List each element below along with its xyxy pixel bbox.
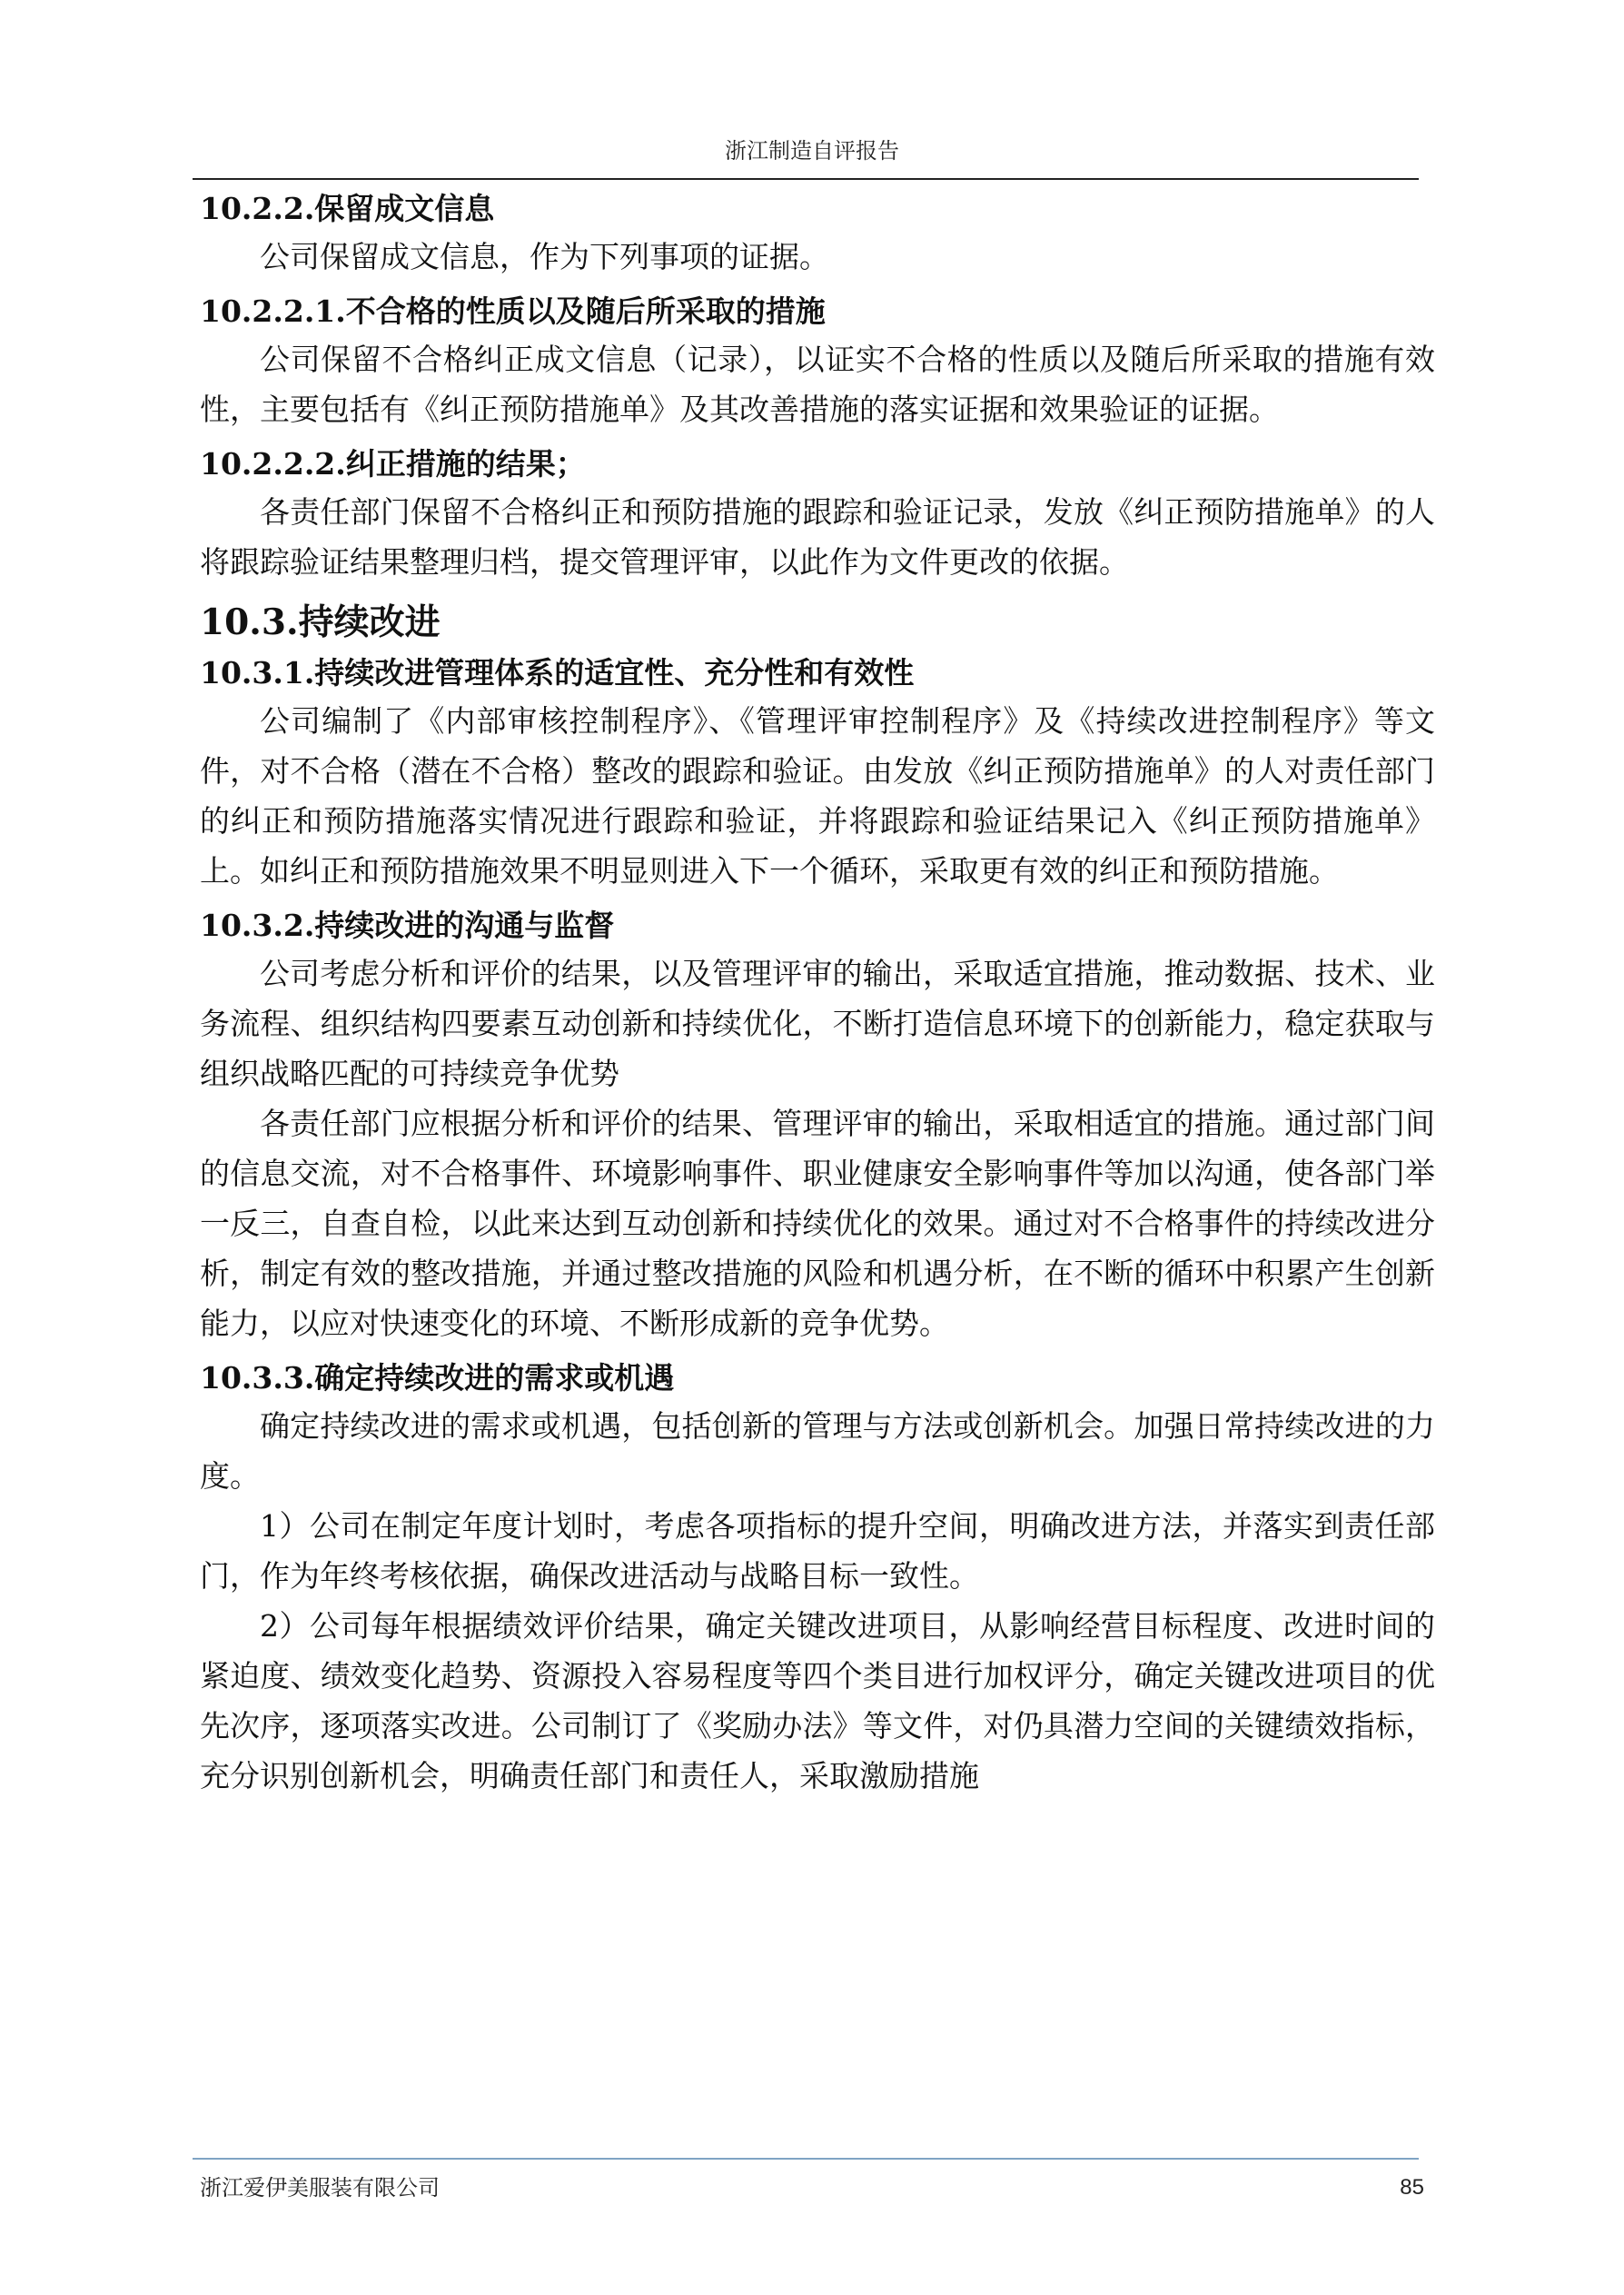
heading-10-2-2: 10.2.2.保留成文信息 bbox=[200, 191, 495, 226]
heading-10-3-1: 10.3.1.持续改进管理体系的适宜性、充分性和有效性 bbox=[200, 655, 915, 690]
paragraph-10-3-1: 公司编制了《内部审核控制程序》、《管理评审控制程序》及《持续改进控制程序》等文件，对不合格（潜在不合格）整改的跟踪和验证。由发放《纠正预防措施单》的人对责任部门的纠正和预防措施落实情况进行跟踪和验证，并将跟踪和验证结果记入《纠正预防措施单》上。如纠正和预防措施效果不明显则进入下一个循环，采取更有效的纠正和预防措施。 bbox=[200, 703, 1435, 889]
paragraph-10-2-2: 公司保留成文信息，作为下列事项的证据。 bbox=[260, 239, 829, 274]
list-item-10-3-3-2: 2）公司每年根据绩效评价结果，确定关键改进项目，从影响经营目标程度、改进时间的紧迫度、绩效变化趋势、资源投入容易程度等四个类目进行加权评分，确定关键改进项目的优先次序，逐项落实改进。公司制订了《奖励办法》等文件，对仍具潜力空间的关键绩效指标，充分识别创新机会，明确责任部门和责任人，采取激励措施 bbox=[200, 1608, 1435, 1793]
heading-10-3: 10.3.持续改进 bbox=[200, 601, 441, 643]
paragraph-10-2-2-1: 公司保留不合格纠正成文信息（记录），以证实不合格的性质以及随后所采取的措施有效性，主要包括有《纠正预防措施单》及其改善措施的落实证据和效果验证的证据。 bbox=[200, 342, 1435, 427]
header-divider bbox=[193, 178, 1419, 180]
page-body bbox=[200, 186, 1435, 1801]
paragraph-10-3-2-a: 公司考虑分析和评价的结果，以及管理评审的输出，采取适宜措施，推动数据、技术、业务流程、组织结构四要素互动创新和持续优化，不断打造信息环境下的创新能力，稳定获取与组织战略匹配的可持续竞争优势 bbox=[200, 956, 1435, 1091]
heading-10-3-3: 10.3.3.确定持续改进的需求或机遇 bbox=[200, 1360, 675, 1396]
paragraph-10-3-3-a: 确定持续改进的需求或机遇，包括创新的管理与方法或创新机会。加强日常持续改进的力度。 bbox=[200, 1408, 1435, 1494]
paragraph-10-3-2-b: 各责任部门应根据分析和评价的结果、管理评审的输出，采取相适宜的措施。通过部门间的信息交流，对不合格事件、环境影响事件、职业健康安全影响事件等加以沟通，使各部门举一反三，自查自检，以此来达到互动创新和持续优化的效果。通过对不合格事件的持续改进分析，制定有效的整改措施，并通过整改措施的风险和机遇分析，在不断的循环中积累产生创新能力，以应对快速变化的环境、不断形成新的竞争优势。 bbox=[200, 1106, 1435, 1341]
heading-10-2-2-2: 10.2.2.2.纠正措施的结果； bbox=[200, 446, 586, 482]
footer-divider bbox=[193, 2158, 1419, 2160]
heading-10-3-2: 10.3.2.持续改进的沟通与监督 bbox=[200, 908, 615, 943]
running-header: 浙江制造自评报告 bbox=[725, 138, 899, 164]
footer-company-name: 浙江爱伊美服装有限公司 bbox=[200, 2175, 440, 2201]
list-item-10-3-3-1: 1）公司在制定年度计划时，考虑各项指标的提升空间，明确改进方法，并落实到责任部门，作为年终考核依据，确保改进活动与战略目标一致性。 bbox=[200, 1508, 1435, 1594]
paragraph-10-2-2-2: 各责任部门保留不合格纠正和预防措施的跟踪和验证记录，发放《纠正预防措施单》的人将跟踪验证结果整理归档，提交管理评审，以此作为文件更改的依据。 bbox=[200, 494, 1435, 580]
heading-10-2-2-1: 10.2.2.1.不合格的性质以及随后所采取的措施 bbox=[200, 293, 826, 329]
page-number: 85 bbox=[1400, 2175, 1424, 2200]
